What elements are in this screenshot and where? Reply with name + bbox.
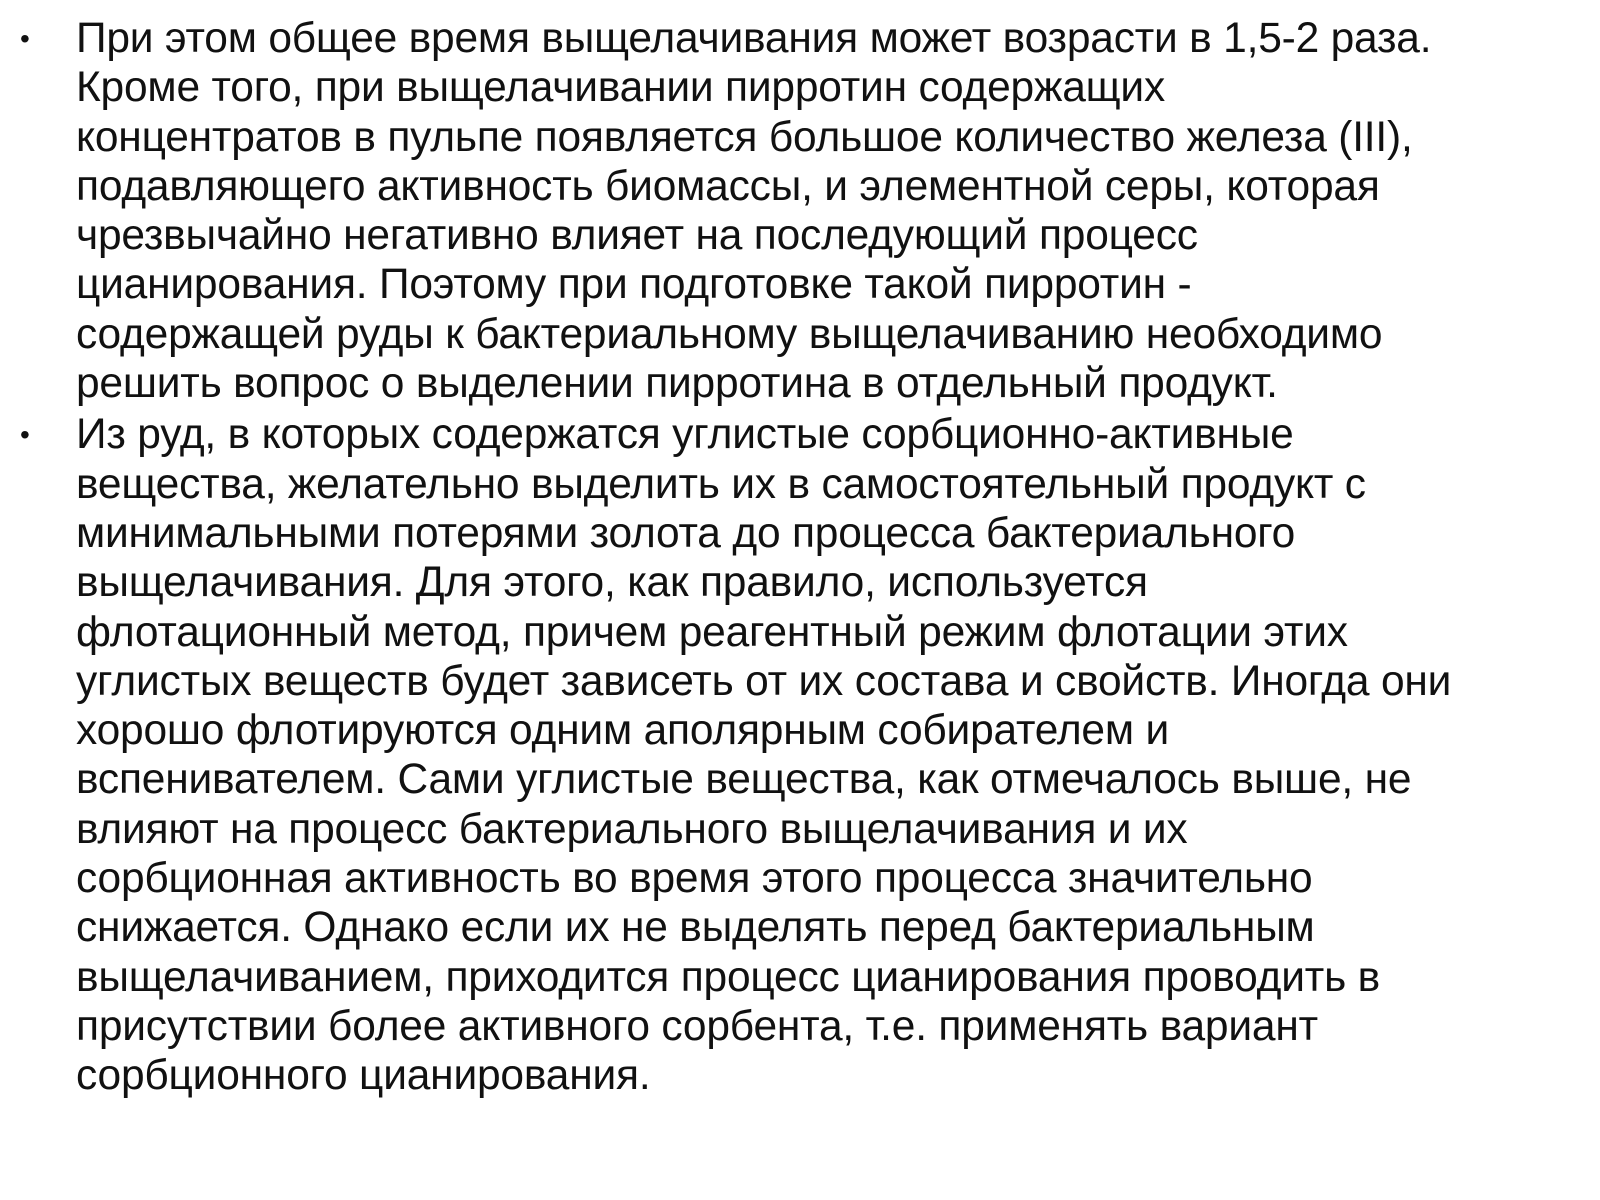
text-line: вспенивателем. Сами углистые вещества, как отмечалось выше, не [76, 756, 1412, 804]
text-line: содержащей руды к бактериальному выщелачиванию необходимо [76, 310, 1383, 358]
text-line: сорбционного цианирования. [76, 1052, 651, 1100]
text-line: выщелачиванием, приходится процесс цианирования проводить в [76, 953, 1380, 1001]
text-line: концентратов в пульпе появляется большое количество железа (III), [76, 113, 1413, 161]
text-line: При этом общее время выщелачивания может возрасти в 1,5-2 раза. [76, 15, 1432, 62]
text-line: снижается. Однако если их не выделять перед бактериальным [76, 904, 1315, 952]
text-line: хорошо флотируются одним аполярным собирателем и [76, 707, 1170, 755]
text-line: подавляющего активность биомассы, и элементной серы, которая [76, 162, 1380, 210]
text-line: Кроме того, при выщелачивании пирротин содержащих [76, 64, 1165, 112]
text-line: влияют на процесс бактериального выщелачивания и их [76, 805, 1188, 853]
text-line: сорбционная активность во время этого процесса значительно [76, 855, 1313, 903]
text-line: решить вопрос о выделении пирротина в отдельный продукт. [76, 360, 1278, 408]
bullet-list [0, 14, 1600, 1103]
text-line: углистых веществ будет зависеть от их состава и свойств. Иногда они [76, 657, 1452, 705]
text-line: минимальными потерями золота до процесса бактериального [76, 509, 1296, 557]
text-line: выщелачивания. Для этого, как правило, используется [76, 559, 1148, 607]
text-line: вещества, желательно выделить их в самостоятельный продукт с [76, 460, 1366, 508]
text-line: присутствии более активного сорбента, т.е. применять вариант [76, 1002, 1318, 1050]
text-line: Из руд, в которых содержатся углистые сорбционно-активные [76, 411, 1294, 459]
text-line: чрезвычайно негативно влияет на последующий процесс [76, 212, 1198, 260]
text-line: флотационный метод, причем реагентный режим флотации этих [76, 608, 1348, 656]
text-line: цианирования. Поэтому при подготовке такой пирротин - [76, 261, 1192, 309]
bullet-item-2 [0, 410, 1600, 1100]
bullet-marker: • [20, 419, 30, 451]
bullet-marker: • [20, 23, 30, 54]
bullet-item-1 [0, 14, 1600, 408]
